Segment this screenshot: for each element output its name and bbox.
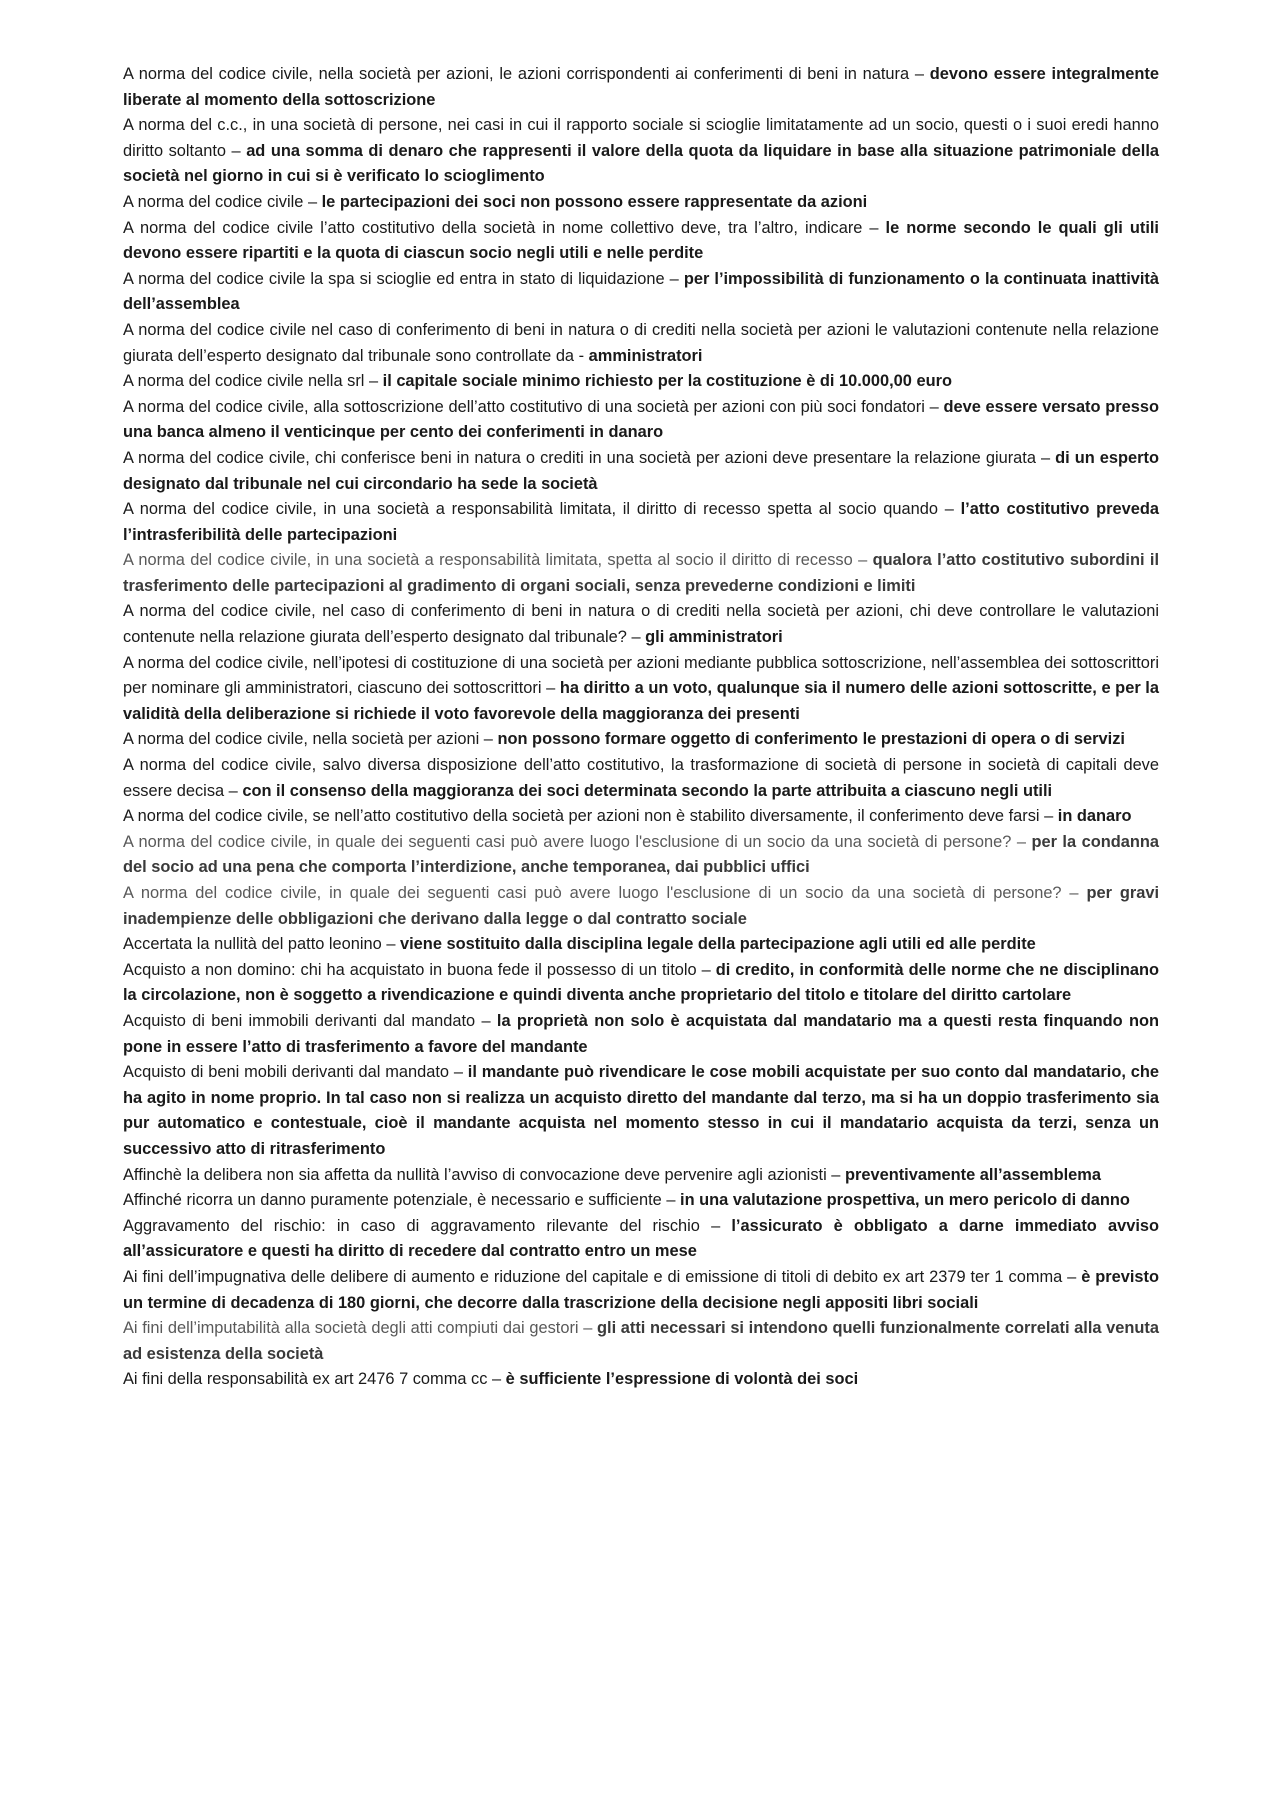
answer-text: di un esperto designato dal tribunale nel cui circondario ha sede la società [123, 448, 1160, 493]
question-text: A norma del codice civile nel caso di conferimento di beni in natura o di crediti nella società per azioni le valutazioni contenute nella relazione giurata dell’esperto designato dal tribunale sono controllate da - [123, 320, 1159, 365]
answer-text: la proprietà non solo è acquistata dal mandatario ma a questi resta finquando non pone in essere l’atto di trasferimento a favore del mandante [123, 1011, 1159, 1056]
answer-text: con il consenso della maggioranza dei soci determinata secondo la parte attribuita a ciascuno negli utili [242, 781, 1053, 800]
qa-entry [123, 395, 1159, 446]
qa-entry [123, 369, 1159, 395]
answer-text: qualora l’atto costitutivo subordini il trasferimento delle partecipazioni al gradimento di organi sociali, senza prevederne condizioni e limiti [123, 551, 1159, 595]
answer-text: il capitale sociale minimo richiesto per la costituzione è di 10.000,00 euro [382, 372, 952, 391]
answer-text: il mandante può rivendicare le cose mobili acquistate per suo conto dal mandatario, che ha agito in nome proprio. In tal caso non si realizza un acquisto diretto del mandante dal terzo, ma si ha un doppio trasferimento sia pur automatico e contestuale, cioè il mandante acquista nel momento stesso in cui il mandatario acquista da terzi, senza un successivo atto di ritrasferimento [123, 1063, 1159, 1158]
answer-text: l’assicurato è obbligato a darne immediato avviso all’assicuratore e questi ha diritto di recedere dal contratto entro un mese [123, 1216, 1160, 1261]
document-page [123, 62, 1159, 1393]
qa-entry [123, 497, 1159, 548]
answer-text: amministratori [588, 346, 703, 365]
qa-entry [123, 62, 1159, 113]
question-text: Acquisto a non domino: chi ha acquistato in buona fede il possesso di un titolo – [123, 960, 716, 979]
qa-entry [123, 1316, 1159, 1367]
answer-text: è previsto un termine di decadenza di 180 giorni, che decorre dalla trascrizione della decisione negli appositi libri sociali [123, 1267, 1159, 1312]
question-text: A norma del codice civile, nel caso di conferimento di beni in natura o di crediti nella società per azioni, chi deve controllare le valutazioni contenute nella relazione giurata dell’esperto designato dal tribunale? – [123, 602, 1159, 647]
question-text: A norma del codice civile l’atto costitutivo della società in nome collettivo deve, tra l’altro, indicare – [123, 218, 886, 237]
question-text: Acquisto di beni immobili derivanti dal mandato – [123, 1011, 497, 1030]
qa-entry [123, 190, 1159, 216]
question-text: Aggravamento del rischio: in caso di aggravamento rilevante del rischio – [123, 1216, 732, 1235]
question-text: A norma del codice civile, nella società per azioni, le azioni corrispondenti ai conferimenti di beni in natura – [123, 65, 930, 83]
qa-entry [123, 881, 1159, 932]
qa-entry [123, 1188, 1159, 1214]
question-text: Ai fini della responsabilità ex art 2476 7 comma cc – [123, 1370, 506, 1389]
answer-text: viene sostituito dalla disciplina legale della partecipazione agli utili ed alle perdite [400, 935, 1036, 954]
answer-text: deve essere versato presso una banca almeno il venticinque per cento dei conferimenti in danaro [123, 397, 1159, 442]
answer-text: per l’impossibilità di funzionamento o la continuata inattività dell’assemblea [123, 269, 1159, 314]
question-text: Acquisto di beni mobili derivanti dal mandato – [123, 1063, 468, 1082]
answer-text: gli atti necessari si intendono quelli funzionalmente correlati alla venuta ad esistenza della società [123, 1319, 1159, 1363]
qa-entry [123, 1214, 1159, 1265]
qa-entry [123, 1265, 1159, 1316]
question-text: A norma del codice civile, nella società per azioni – [123, 730, 498, 749]
qa-entry [123, 216, 1159, 267]
question-text: A norma del codice civile nella srl – [123, 372, 383, 391]
answer-text: devono essere integralmente liberate al momento della sottoscrizione [123, 65, 1159, 109]
question-text: A norma del codice civile, se nell’atto costitutivo della società per azioni non è stabilito diversamente, il conferimento deve farsi – [123, 807, 1058, 826]
qa-entry [123, 753, 1159, 804]
answer-text: le norme secondo le quali gli utili devono essere ripartiti e la quota di ciascun socio negli utili e nelle perdite [123, 218, 1159, 263]
question-text: A norma del codice civile, in quale dei seguenti casi può avere luogo l'esclusione di un socio da una società di persone? – [123, 832, 1032, 851]
qa-entry [123, 1060, 1159, 1162]
question-text: Accertata la nullità del patto leonino – [123, 935, 401, 954]
question-text: A norma del codice civile, nell’ipotesi di costituzione di una società per azioni mediante pubblica sottoscrizione, nell’assemblea dei sottoscrittori per nominare gli amministratori, ciascuno dei sottoscrittori – [123, 653, 1159, 698]
question-text: A norma del codice civile, salvo diversa disposizione dell’atto costitutivo, la trasformazione di società di persone in società di capitali deve essere decisa – [123, 756, 1159, 800]
qa-entry [123, 599, 1159, 650]
qa-entry [123, 446, 1159, 497]
question-text: Affinché ricorra un danno puramente potenziale, è necessario e sufficiente – [123, 1191, 681, 1210]
qa-entry [123, 113, 1159, 190]
question-text: A norma del codice civile, in una società a responsabilità limitata, il diritto di recesso spetta al socio quando – [123, 500, 961, 519]
qa-entry [123, 804, 1159, 830]
answer-text: non possono formare oggetto di conferimento le prestazioni di opera o di servizi [497, 730, 1125, 749]
question-text: A norma del codice civile la spa si scioglie ed entra in stato di liquidazione – [123, 269, 684, 288]
question-text: Ai fini dell’impugnativa delle delibere di aumento e riduzione del capitale e di emissione di titoli di debito ex art 2379 ter 1 comma – [123, 1267, 1082, 1286]
question-text: A norma del codice civile, in quale dei seguenti casi può avere luogo l'esclusione di un socio da una società di persone? – [123, 884, 1087, 902]
answer-text: in danaro [1057, 807, 1132, 826]
qa-entry [123, 651, 1159, 728]
answer-text: le partecipazioni dei soci non possono essere rappresentate da azioni [321, 192, 868, 211]
qa-entry [123, 830, 1159, 881]
qa-entry [123, 932, 1159, 958]
qa-entry [123, 958, 1159, 1009]
qa-entry [123, 1009, 1159, 1060]
qa-entry [123, 1163, 1159, 1189]
answer-text: l’atto costitutivo preveda l’intrasferibilità delle partecipazioni [123, 500, 1159, 544]
qa-entry [123, 548, 1159, 599]
answer-text: per la condanna del socio ad una pena che comporta l’interdizione, anche temporanea, dai pubblici uffici [123, 832, 1159, 877]
answer-text: preventivamente all’assemblema [844, 1165, 1101, 1184]
qa-entry [123, 727, 1159, 753]
answer-text: gli amministratori [645, 628, 783, 647]
question-text: Ai fini dell’imputabilità alla società degli atti compiuti dai gestori – [123, 1319, 597, 1338]
question-text: A norma del codice civile, alla sottoscrizione dell’atto costitutivo di una società per azioni con più soci fondatori – [123, 397, 944, 416]
qa-entry [123, 1367, 1159, 1393]
question-text: Affinchè la delibera non sia affetta da nullità l’avviso di convocazione deve pervenire agli azionisti – [123, 1165, 845, 1184]
question-text: A norma del c.c., in una società di persone, nei casi in cui il rapporto sociale si scioglie limitatamente ad un socio, questi o i suoi eredi hanno diritto soltanto – [123, 116, 1159, 160]
answer-text: ha diritto a un voto, qualunque sia il numero delle azioni sottoscritte, e per la validità della deliberazione si richiede il voto favorevole della maggioranza dei presenti [123, 679, 1159, 723]
qa-entry [123, 267, 1159, 318]
question-text: A norma del codice civile, chi conferisce beni in natura o crediti in una società per azioni deve presentare la relazione giurata – [123, 448, 1056, 467]
answer-text: ad una somma di denaro che rappresenti il valore della quota da liquidare in base alla situazione patrimoniale della società nel giorno in cui si è verificato lo scioglimento [123, 141, 1160, 186]
question-text: A norma del codice civile – [123, 192, 322, 211]
answer-text: di credito, in conformità delle norme che ne disciplinano la circolazione, non è soggetto a rivendicazione e quindi diventa anche proprietario del titolo e titolare del diritto cartolare [123, 960, 1159, 1005]
answer-text: è sufficiente l’espressione di volontà dei soci [505, 1370, 859, 1389]
answer-text: per gravi inadempienze delle obbligazioni che derivano dalla legge o dal contratto sociale [123, 884, 1159, 928]
answer-text: in una valutazione prospettiva, un mero pericolo di danno [680, 1191, 1130, 1210]
qa-entry [123, 318, 1159, 369]
question-text: A norma del codice civile, in una società a responsabilità limitata, spetta al socio il diritto di recesso – [123, 551, 873, 570]
